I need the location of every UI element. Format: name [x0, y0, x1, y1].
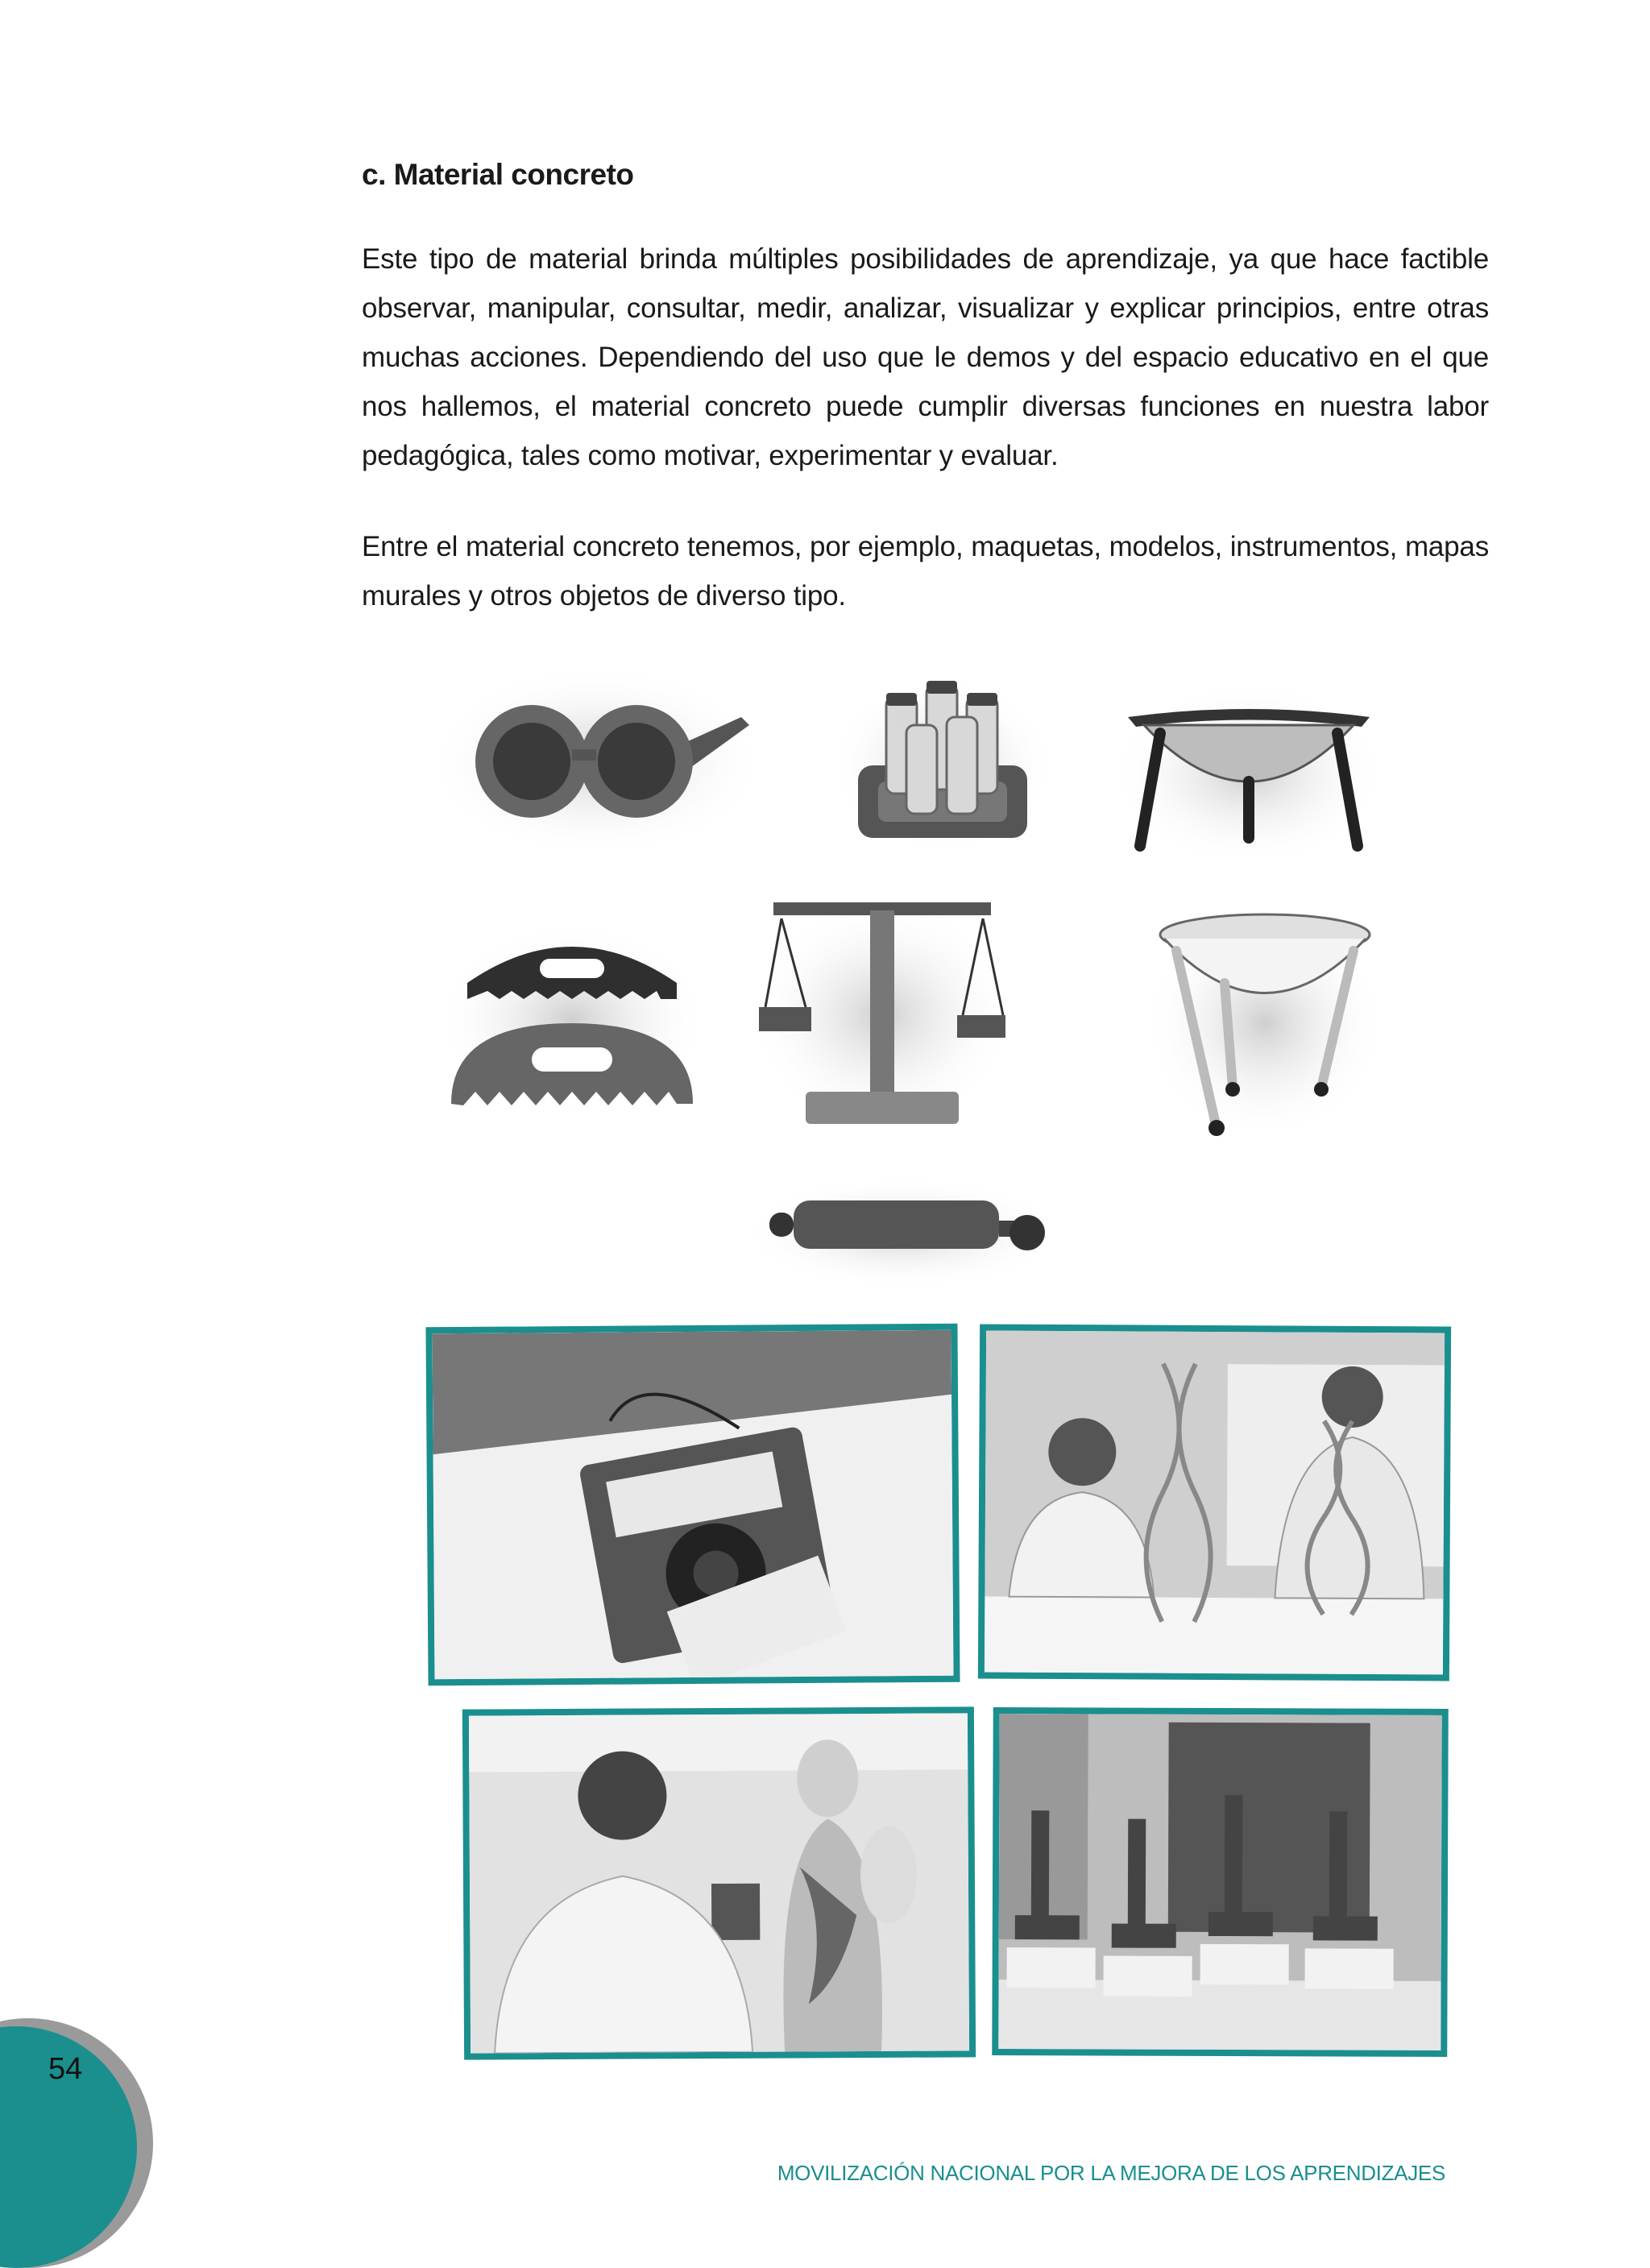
sieve-stand-image: [1112, 677, 1386, 870]
anatomy-model-photo: [462, 1706, 976, 2059]
multimeter-photo: [425, 1324, 960, 1686]
paragraph-intro: Este tipo de material brinda múltiples posibilidades de aprendizaje, ya que hace factible observar, manipular, consultar, medir, analizar, visualizar y explicar principios, entre otras muchas acciones. Dependiendo del uso que le demos y del espacio educativo en el que nos hallemos, el material concreto puede cumplir diversas funciones en nuestra labor pedagógica, tales como motivar, experimentar y evaluar.: [362, 243, 1489, 471]
section-heading: c. Material concreto: [362, 158, 634, 191]
dna-model-photo: [978, 1324, 1451, 1681]
microscopes-photo: [992, 1707, 1449, 2057]
test-tube-rack-image: [830, 661, 1055, 854]
page-number: 54: [48, 2052, 83, 2086]
paragraph-examples: Entre el material concreto tenemos, por ejemplo, maquetas, modelos, instrumentos, mapas murales y otros objetos de diverso tipo.: [362, 531, 1489, 612]
goggles-image: [435, 661, 773, 854]
balance-scale-image: [749, 894, 1015, 1136]
rolling-pin-image: [741, 1172, 1063, 1293]
comb-tools-image: [435, 918, 709, 1120]
running-footer: MOVILIZACIÓN NACIONAL POR LA MEJORA DE LOS APRENDIZAJES: [777, 2161, 1445, 2185]
basin-stand-image: [1144, 902, 1386, 1144]
